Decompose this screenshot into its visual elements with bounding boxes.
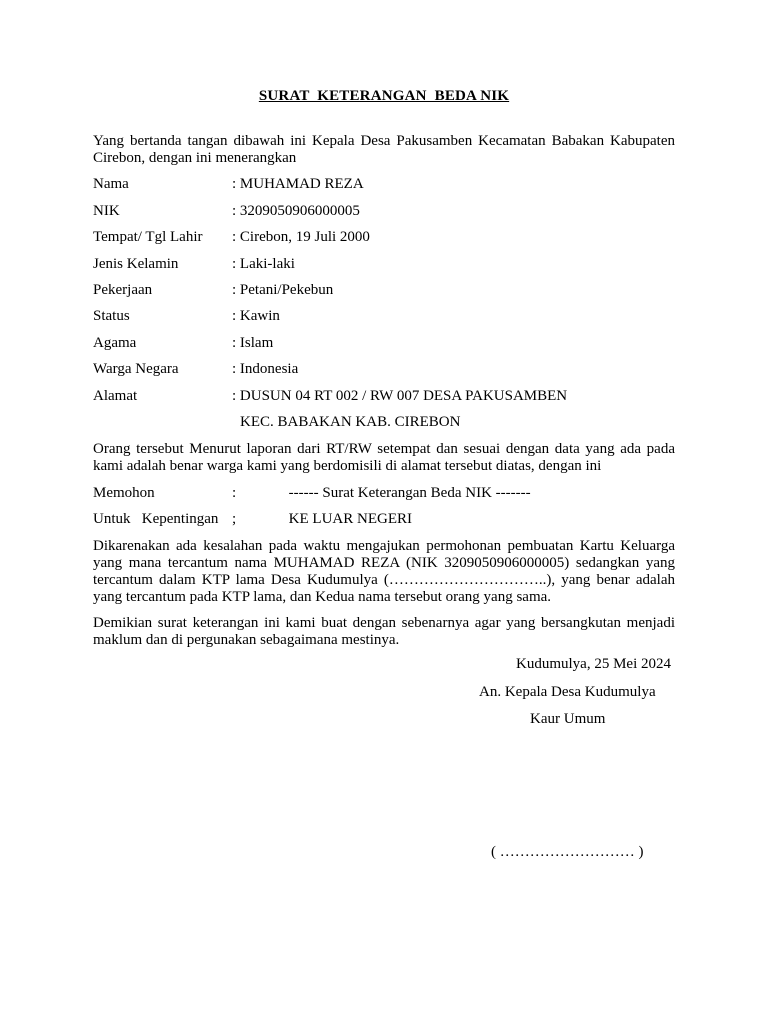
signature-on-behalf: An. Kepala Desa Kudumulya bbox=[479, 684, 656, 700]
field-label: Jenis Kelamin bbox=[93, 256, 179, 272]
field-value: : Kawin bbox=[232, 308, 280, 324]
field-label: NIK bbox=[93, 203, 120, 219]
untuk-label: Untuk Kepentingan bbox=[93, 511, 219, 527]
letter-title: SURAT KETERANGAN BEDA NIK bbox=[258, 88, 510, 104]
field-label: Pekerjaan bbox=[93, 282, 153, 298]
field-label: Status bbox=[93, 308, 130, 324]
field-value: : DUSUN 04 RT 002 / RW 007 DESA PAKUSAMBEN bbox=[232, 388, 568, 404]
field-label: Alamat bbox=[93, 388, 138, 404]
field-label: Tempat/ Tgl Lahir bbox=[93, 229, 203, 245]
untuk-value: ; KE LUAR NEGERI bbox=[232, 511, 412, 527]
field-value: : MUHAMAD REZA bbox=[232, 176, 364, 192]
field-value: : Petani/Pekebun bbox=[232, 282, 334, 298]
signature-name-placeholder: ( ……………………… ) bbox=[491, 844, 644, 860]
field-value: : Islam bbox=[232, 335, 274, 351]
signature-place-date: Kudumulya, 25 Mei 2024 bbox=[516, 656, 671, 672]
address-line-2: KEC. BABAKAN KAB. CIREBON bbox=[240, 414, 461, 430]
intro-paragraph: Yang bertanda tangan dibawah ini Kepala Desa Pakusamben Kecamatan Babakan Kabupaten Cirebon, dengan ini menerangkan bbox=[93, 133, 675, 166]
field-value: : Indonesia bbox=[232, 361, 299, 377]
field-value: : 3209050906000005 bbox=[232, 203, 360, 219]
paragraph-report: Orang tersebut Menurut laporan dari RT/RW setempat dan sesuai dengan data yang ada pada kami adalah benar warga kami yang berdomisili di alamat tersebut diatas, dengan ini bbox=[93, 441, 675, 474]
paragraph-closing: Demikian surat keterangan ini kami buat dengan sebenarnya agar yang bersangkutan menjadi maklum dan di pergunakan sebagaimana mestinya. bbox=[93, 615, 675, 648]
field-label: Nama bbox=[93, 176, 129, 192]
signature-role: Kaur Umum bbox=[530, 711, 606, 727]
memohon-value: : ------ Surat Keterangan Beda NIK ------- bbox=[232, 485, 531, 501]
field-value: : Cirebon, 19 Juli 2000 bbox=[232, 229, 370, 245]
memohon-label: Memohon bbox=[93, 485, 155, 501]
field-label: Agama bbox=[93, 335, 137, 351]
field-value: : Laki-laki bbox=[232, 256, 295, 272]
field-label: Warga Negara bbox=[93, 361, 179, 377]
paragraph-explanation: Dikarenakan ada kesalahan pada waktu mengajukan permohonan pembuatan Kartu Keluarga yang mana tercantum nama MUHAMAD REZA (NIK 3209050906000005) sedangkan yang tercantum dalam KTP lama Desa Kudumulya (…………………………..), yang benar adalah yang tercantum pada KTP lama, dan Kedua nama tersebut orang yang sama. bbox=[93, 538, 675, 605]
